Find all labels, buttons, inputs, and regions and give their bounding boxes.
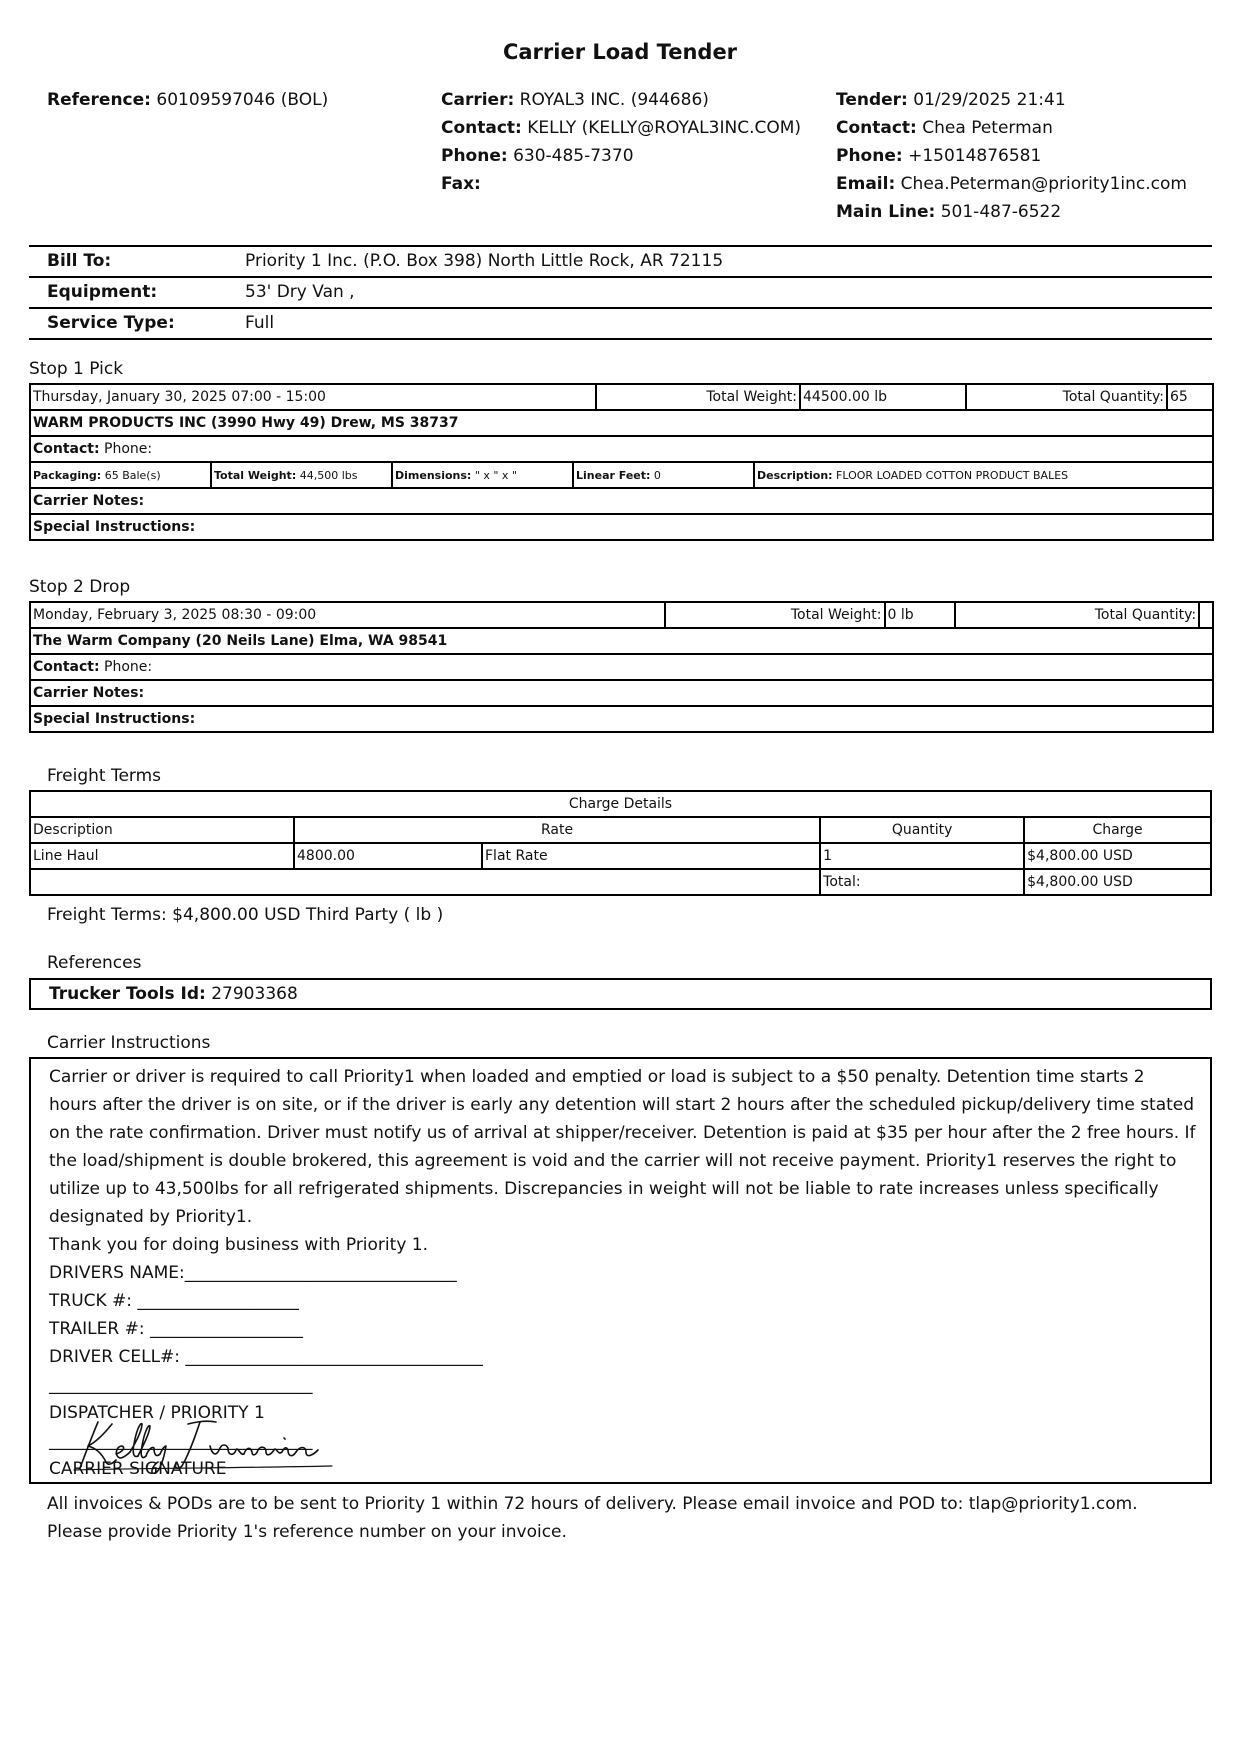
stop1-phone-label: Phone:	[104, 441, 153, 457]
charge-details-title: Charge Details	[30, 791, 1211, 817]
stop2-phone-label: Phone:	[104, 659, 153, 675]
handwritten-signature	[70, 1414, 340, 1474]
reference-label: Reference:	[47, 90, 151, 110]
stop1-description-label: Description:	[757, 468, 833, 482]
p1-phone-label: Phone:	[836, 146, 903, 166]
p1-email-value: Chea.Peterman@priority1inc.com	[900, 174, 1187, 194]
stop2-carrier-notes: Carrier Notes:	[30, 680, 1213, 706]
stop1-location: WARM PRODUCTS INC (3990 Hwy 49) Drew, MS 38737	[30, 410, 1213, 436]
stop1-linear-feet-value: 0	[653, 468, 661, 482]
stop1-contact-row	[30, 436, 1213, 462]
stop2-datetime: Monday, February 3, 2025 08:30 - 09:00	[30, 602, 665, 628]
carrier-contact-value: KELLY (KELLY@ROYAL3INC.COM)	[527, 118, 802, 138]
stop1-dimensions-label: Dimensions:	[395, 468, 472, 482]
drivers-name-line: DRIVERS NAME:________________________________	[49, 1263, 457, 1283]
stop2-heading: Stop 2 Drop	[29, 577, 131, 597]
stop1-contact-label: Contact:	[33, 441, 100, 457]
bill-to-label: Bill To:	[47, 251, 112, 271]
stop1-description	[754, 463, 1212, 487]
references-heading: References	[47, 953, 142, 973]
blank-signature-line: _______________________________	[49, 1375, 313, 1395]
stop1-weight-label: Total Weight:	[214, 468, 297, 482]
trucker-tools-value: 27903368	[211, 984, 298, 1004]
stop1-total-weight-value: 44500.00 lb	[800, 384, 966, 410]
p1-contact-label: Contact:	[836, 118, 917, 138]
stop1-total-weight-label: Total Weight:	[596, 384, 800, 410]
row-quantity: 1	[820, 843, 1024, 869]
thanks-line: Thank you for doing business with Priority 1.	[49, 1235, 428, 1255]
service-type-label: Service Type:	[47, 313, 175, 333]
stop2-total-quantity-label: Total Quantity:	[955, 602, 1199, 628]
carrier-phone-label: Phone:	[441, 146, 508, 166]
stop2-total-quantity-value	[1199, 602, 1213, 628]
instructions-heading: Carrier Instructions	[47, 1033, 211, 1053]
charge-details-table	[29, 790, 1212, 896]
stop2-location: The Warm Company (20 Neils Lane) Elma, WA 98541	[30, 628, 1213, 654]
col-rate: Rate	[294, 817, 820, 843]
stop2-contact-label: Contact:	[33, 659, 100, 675]
row-rate: 4800.00	[294, 843, 482, 869]
stop1-special-instructions: Special Instructions:	[30, 514, 1213, 540]
freight-terms-text: Freight Terms: $4,800.00 USD Third Party ( lb )	[47, 905, 444, 925]
p1-mainline-label: Main Line:	[836, 202, 936, 222]
row-description: Line Haul	[30, 843, 294, 869]
trailer-line: TRAILER #: __________________	[49, 1319, 303, 1339]
equipment-value: 53' Dry Van ,	[245, 282, 355, 302]
stop2-total-weight-label: Total Weight:	[665, 602, 884, 628]
carrier-value: ROYAL3 INC. (944686)	[519, 90, 709, 110]
reference-block	[47, 86, 328, 114]
equipment-label: Equipment:	[47, 282, 158, 302]
stop1-carrier-notes: Carrier Notes:	[30, 488, 1213, 514]
freight-heading: Freight Terms	[47, 766, 162, 786]
stop2-total-weight-value: 0 lb	[885, 602, 955, 628]
carrier-label: Carrier:	[441, 90, 515, 110]
stop1-details-row	[30, 462, 1213, 488]
p1-phone-value: +15014876581	[908, 146, 1042, 166]
p1-contact-value: Chea Peterman	[922, 118, 1053, 138]
stop2-contact-row	[30, 654, 1213, 680]
truck-line: TRUCK #: ___________________	[49, 1291, 299, 1311]
stop1-total-quantity-label: Total Quantity:	[966, 384, 1167, 410]
stop2-special-instructions: Special Instructions:	[30, 706, 1213, 732]
total-spacer	[30, 869, 820, 895]
tender-value: 01/29/2025 21:41	[913, 90, 1066, 110]
stop1-datetime: Thursday, January 30, 2025 07:00 - 15:00	[30, 384, 596, 410]
col-description: Description	[30, 817, 294, 843]
stop1-table	[29, 383, 1214, 541]
stop1-heading: Stop 1 Pick	[29, 359, 124, 379]
carrier-contact-label: Contact:	[441, 118, 522, 138]
col-quantity: Quantity	[820, 817, 1024, 843]
trucker-tools-label: Trucker Tools Id:	[49, 984, 206, 1004]
carrier-block	[441, 86, 801, 198]
stop1-weight	[211, 463, 392, 487]
footer-note: All invoices & PODs are to be sent to Priority 1 within 72 hours of delivery. Please email invoice and POD to: tlap@priority1.com. Please provide Priority 1's reference number on your invoice.	[47, 1494, 1138, 1542]
stop1-packaging	[31, 463, 211, 487]
dispatcher-label: DISPATCHER / PRIORITY 1	[49, 1403, 265, 1423]
row-rate-type: Flat Rate	[482, 843, 820, 869]
stop1-linear-feet-label: Linear Feet:	[576, 468, 651, 482]
tender-block	[836, 86, 1187, 226]
p1-email-label: Email:	[836, 174, 896, 194]
stop1-description-value: FLOOR LOADED COTTON PRODUCT BALES	[836, 468, 1069, 482]
stop1-total-quantity-value: 65	[1167, 384, 1213, 410]
total-value: $4,800.00 USD	[1024, 869, 1211, 895]
carrier-fax-label: Fax:	[441, 174, 481, 194]
signature-line: _______________________________	[49, 1431, 313, 1451]
carrier-phone-value: 630-485-7370	[513, 146, 634, 166]
tender-label: Tender:	[836, 90, 908, 110]
page-title: Carrier Load Tender	[502, 40, 738, 64]
stop1-packaging-value: 65 Bale(s)	[104, 468, 161, 482]
stop1-packaging-label: Packaging:	[33, 468, 102, 482]
carrier-signature-label: CARRIER SIGNATURE	[49, 1459, 227, 1479]
service-type-value: Full	[245, 313, 275, 333]
reference-value: 60109597046 (BOL)	[156, 90, 329, 110]
bill-to-block	[29, 245, 1212, 340]
bill-to-value: Priority 1 Inc. (P.O. Box 398) North Little Rock, AR 72115	[245, 251, 724, 271]
stop1-linear-feet	[573, 463, 754, 487]
stop1-weight-value: 44,500 lbs	[299, 468, 358, 482]
references-box	[29, 978, 1212, 1010]
total-label: Total:	[820, 869, 1024, 895]
col-charge: Charge	[1024, 817, 1211, 843]
instructions-paragraph: Carrier or driver is required to call Priority1 when loaded and emptied or load is subject to a $50 penalty. Detention time starts 2 hours after the driver is on site, or if the driver is early any detention will start 2 hours after the scheduled pickup/delivery time stated on the rate confirmation. Driver must notify us of arrival at shipper/receiver. Detention is paid at $35 per hour after the 2 free hours. If the load/shipment is double brokered, this agreement is void and the carrier will not receive payment. Priority1 reserves the right to utilize up to 43,500lbs for all refrigerated shipments. Discrepancies in weight will not be liable to rate increases unless specifically designated by Priority1.	[49, 1067, 1196, 1227]
stop1-dimensions	[392, 463, 573, 487]
p1-mainline-value: 501-487-6522	[940, 202, 1062, 222]
stop2-table	[29, 601, 1214, 733]
driver-cell-line: DRIVER CELL#: ___________________________________	[49, 1347, 483, 1367]
stop1-dimensions-value: " x " x "	[474, 468, 517, 482]
row-charge: $4,800.00 USD	[1024, 843, 1211, 869]
